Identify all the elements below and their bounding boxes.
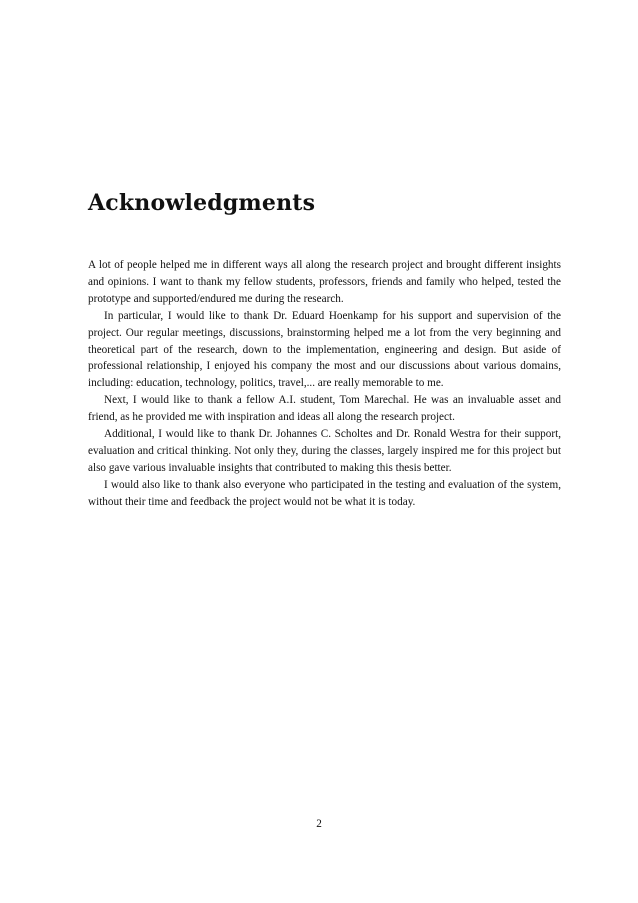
- paragraph-participants: I would also like to thank also everyone who participated in the testing and evaluation of the system, without their time and feedback the project would not be what it is today.: [88, 478, 561, 508]
- paragraph-supervisor: In particular, I would like to thank Dr. Eduard Hoenkamp for his support and supervision of the project. Our regular meetings, discussions, brainstorming helped me a lot from the very beginning and theoretical part of the research, down to the implementation, engineering and design. But aside of professional relationship, I enjoyed his company the most and our discussions about various domains, including: education, technology, politics, travel,... are really memorable to me.: [88, 309, 561, 390]
- acknowledgments-body: [88, 257, 561, 511]
- paragraph-intro: A lot of people helped me in different ways all along the research project and brought different insights and opinions. I want to thank my fellow students, professors, friends and family who helped, tested the prototype and supported/endured me during the research.: [88, 259, 561, 305]
- paragraph-fellow-student: Next, I would like to thank a fellow A.I. student, Tom Marechal. He was an invaluable asset and friend, as he provided me with inspiration and ideas all along the research project.: [88, 394, 561, 424]
- page-number: 2: [316, 818, 322, 830]
- paragraph-professors: Additional, I would like to thank Dr. Johannes C. Scholtes and Dr. Ronald Westra for their support, evaluation and critical thinking. Not only they, during the classes, largely inspired me for this project but also gave various invaluable insights that contributed to making this thesis better.: [88, 428, 561, 474]
- page-title: Acknowledgments: [88, 190, 316, 216]
